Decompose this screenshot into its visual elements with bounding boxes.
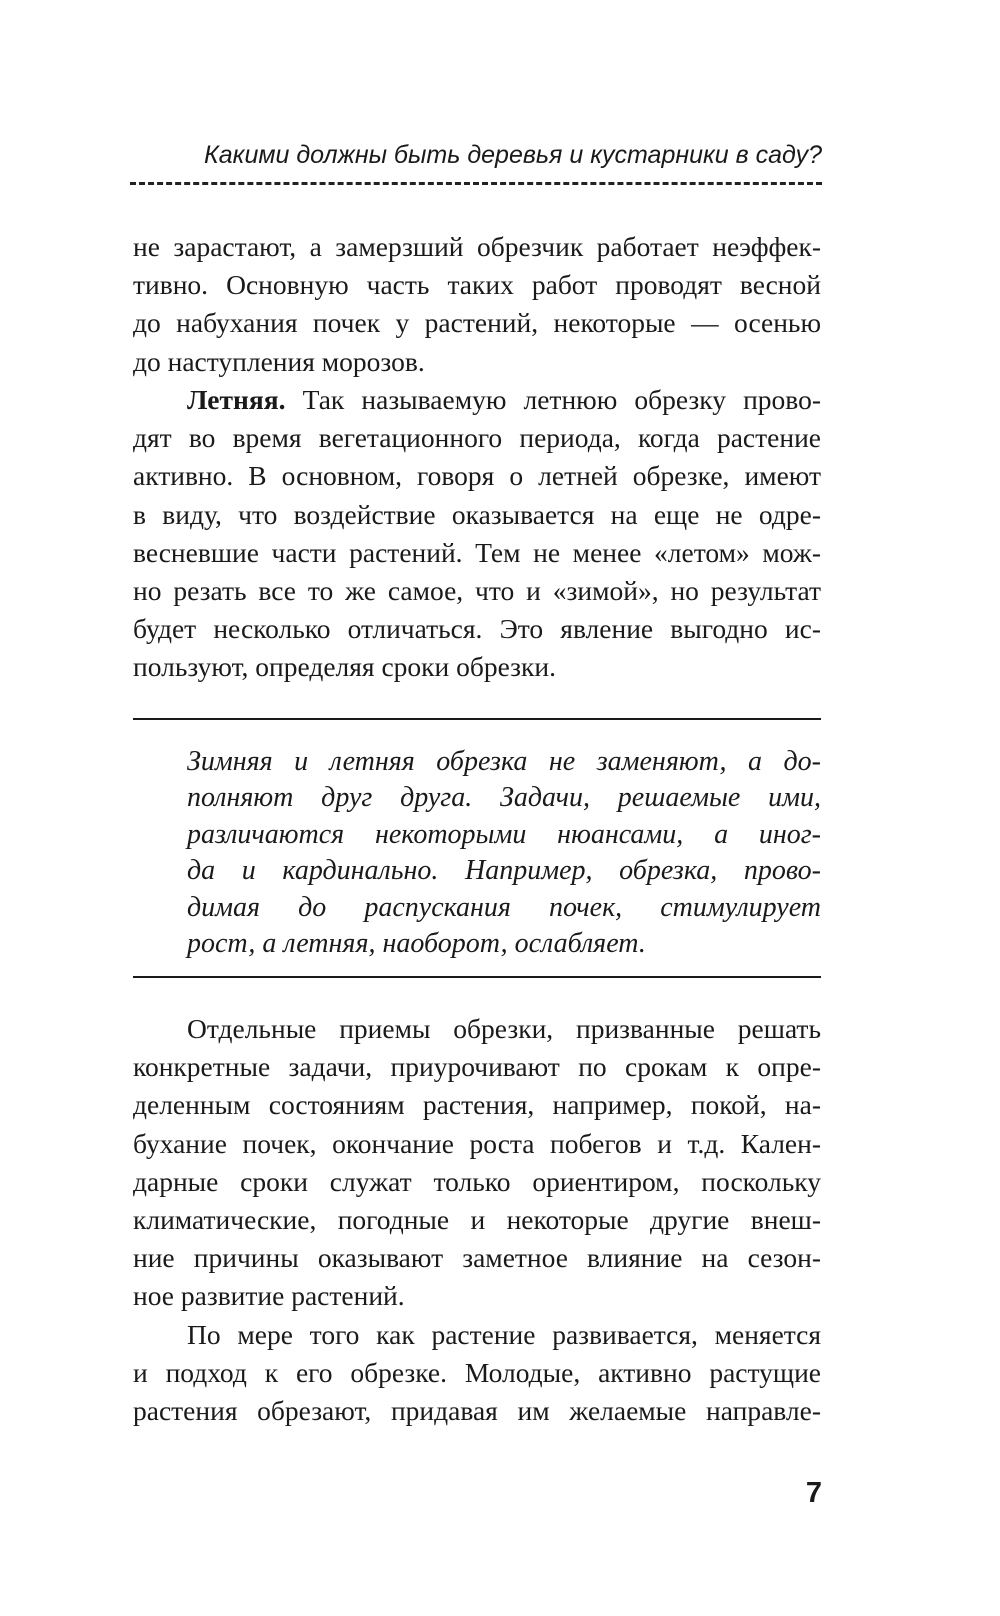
paragraph-2-line: но резать все то же самое, что и «зимой», но результат (133, 574, 821, 606)
callout-note (187, 744, 821, 962)
paragraph-2-line: активно. В основном, говоря о летней обрезке, имеют (133, 460, 821, 492)
paragraph-2-line: будет несколько отличаться. Это явление выгодно ис- (133, 613, 821, 645)
callout-bottom-rule (133, 976, 821, 978)
paragraph-3-line: конкретные задачи, приурочивают по срокам к опре- (133, 1051, 821, 1083)
paragraph-1-line: до наступления морозов. (133, 345, 425, 377)
paragraph-3-line: бухание почек, окончание роста побегов и т.д. Кален- (133, 1127, 821, 1159)
paragraph-4 (133, 1316, 821, 1431)
callout-line: различаются некоторыми нюансами, а иног- (187, 818, 821, 850)
paragraph-2-line: дят во время вегетационного периода, когда растение (133, 422, 821, 454)
paragraph-3-line: Отдельные приемы обрезки, призванные решать (187, 1013, 821, 1044)
paragraph-2-first-line (133, 381, 821, 419)
paragraph-4-line: растения обрезают, придавая им желаемые направле- (133, 1395, 821, 1427)
paragraph-3-line: климатические, погодные и некоторые другие внеш- (133, 1203, 821, 1235)
paragraph-1-line: не зарастают, а замерзший обрезчик работает неэффек- (133, 231, 821, 262)
paragraph-1-line: тивно. Основную часть таких работ проводят весной (133, 269, 821, 301)
callout-top-rule (133, 718, 821, 720)
paragraph-2-line: весневшие части растений. Тем не менее «летом» мож- (133, 536, 821, 568)
running-header-title: Какими должны быть деревья и кустарники в саду? (204, 141, 822, 169)
paragraph-4-line: По мере того как растение развивается, меняется (187, 1319, 821, 1350)
paragraph-3 (133, 1010, 821, 1316)
paragraph-2-line: пользуют, определяя сроки обрезки. (133, 651, 556, 683)
callout-line: полняют друг друга. Задачи, решаемые ими, (187, 782, 821, 814)
page-number: 7 (805, 1477, 822, 1509)
paragraph-3-line: ное развитие растений. (133, 1280, 405, 1312)
callout-line: да и кардинально. Например, обрезка, прово- (187, 855, 821, 887)
paragraph-2 (133, 381, 821, 687)
paragraph-1 (133, 228, 821, 381)
paragraph-3-line: ние причины оказывают заметное влияние на сезон- (133, 1242, 821, 1274)
callout-line: рост, а летняя, наоборот, ослабляет. (187, 927, 646, 959)
callout-line: димая до распускания почек, стимулирует (187, 891, 821, 923)
paragraph-4-line: и подход к его обрезке. Молодые, активно растущие (133, 1357, 821, 1389)
paragraph-1-line: до набухания почек у растений, некоторые — осенью (133, 307, 821, 339)
paragraph-2-line: в виду, что воздействие оказывается на еще не одре- (133, 498, 821, 530)
header-dashed-rule (130, 182, 822, 185)
paragraph-2-line-text: Так называемую летнюю обрезку прово- (285, 384, 821, 415)
paragraph-3-line: дарные сроки служат только ориентиром, поскольку (133, 1165, 821, 1197)
paragraph-2-lead-term: Летняя. (187, 384, 286, 415)
paragraph-3-line: деленным состояниям растения, например, покой, на- (133, 1089, 821, 1121)
callout-line: Зимняя и летняя обрезка не заменяют, а до- (187, 746, 821, 777)
